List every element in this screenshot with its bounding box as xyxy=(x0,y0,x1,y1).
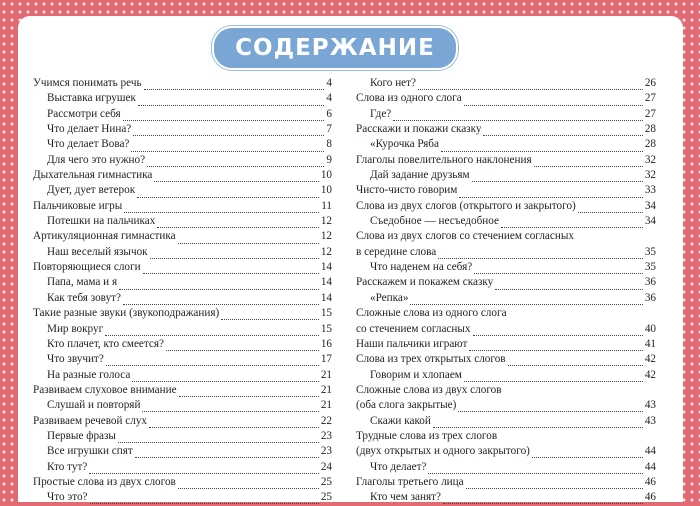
toc-entry-title: Слушай и повторяй xyxy=(47,399,141,412)
toc-leader-dots xyxy=(138,95,325,106)
toc-entry-title: На разные голоса xyxy=(47,368,131,381)
toc-entry-title: Чисто-чисто говорим xyxy=(356,184,458,197)
toc-leader-dots xyxy=(137,187,319,198)
toc-entry-title: Кто чем занят? xyxy=(370,491,442,504)
toc-entry-title: Папа, мама и я xyxy=(47,276,118,289)
toc-entry xyxy=(33,475,332,490)
toc-entry xyxy=(33,76,332,91)
toc-leader-dots xyxy=(458,401,643,412)
toc-entry-title: Что наденем на себя? xyxy=(370,261,473,274)
toc-leader-dots xyxy=(499,433,654,443)
toc-entry xyxy=(356,398,656,413)
toc-entry-title: Сложные слова из одного слога xyxy=(356,307,507,320)
toc-entry-title: Как тебя зовут? xyxy=(47,291,122,304)
toc-entry-title: Слова из одного слога xyxy=(356,92,462,105)
toc-entry xyxy=(33,429,332,444)
toc-leader-dots xyxy=(532,447,643,458)
toc-entry-title: Расскажи и покажи сказку xyxy=(356,123,482,136)
toc-entry-title: Глаголы третьего лица xyxy=(356,475,464,488)
toc-page-number: 23 xyxy=(320,445,332,458)
toc-leader-dots xyxy=(576,233,654,243)
toc-page-number: 27 xyxy=(644,92,656,105)
toc-page-number: 26 xyxy=(644,77,656,89)
toc-entry-title: со стечением согласных xyxy=(356,322,471,335)
toc-entry-title: Расскажем и покажем сказку xyxy=(356,276,494,289)
toc-page-number: 14 xyxy=(320,291,332,304)
toc-entry xyxy=(356,444,656,459)
toc-leader-dots xyxy=(89,463,318,474)
toc-entry xyxy=(356,214,656,229)
toc-leader-dots xyxy=(118,432,319,443)
toc-leader-dots xyxy=(534,156,643,167)
toc-entry xyxy=(356,245,656,260)
toc-page-number: 21 xyxy=(320,368,332,381)
toc-page-number: 25 xyxy=(320,491,332,504)
toc-entry xyxy=(356,490,656,505)
toc-page-number: 32 xyxy=(644,153,656,166)
toc-entry xyxy=(33,122,332,137)
toc-entry xyxy=(33,183,332,198)
toc-page-number: 42 xyxy=(644,353,656,366)
toc-page-number: 46 xyxy=(644,491,656,504)
toc-leader-dots xyxy=(472,171,643,182)
toc-entry-title: Кто тут? xyxy=(47,460,88,473)
toc-page-number: 27 xyxy=(644,107,656,120)
toc-entry xyxy=(356,414,656,429)
toc-entry-title: «Репка» xyxy=(370,291,409,304)
toc-entry xyxy=(33,275,332,290)
toc-leader-dots xyxy=(221,309,319,320)
toc-entry-title: Трудные слова из трех слогов xyxy=(356,429,498,442)
toc-entry-title: Для чего это нужно? xyxy=(47,153,146,166)
toc-page-number: 8 xyxy=(326,138,332,151)
toc-entry xyxy=(33,107,332,122)
toc-entry xyxy=(356,429,656,444)
toc-page-number: 41 xyxy=(644,337,656,350)
toc-entry-title: Дыхательная гимнастика xyxy=(33,169,153,182)
toc-entry-title: Глаголы повелительного наклонения xyxy=(356,153,532,166)
toc-entry-title: Скажи какой xyxy=(370,414,431,427)
toc-leader-dots xyxy=(154,171,318,182)
toc-entry xyxy=(356,306,656,321)
toc-entry xyxy=(356,337,656,352)
toc-entry-title: Слова из двух слогов со стечением согласных xyxy=(356,230,574,243)
toc-page-number: 4 xyxy=(326,92,332,105)
toc-entry-title: Простые слова из двух слогов xyxy=(33,475,176,488)
toc-leader-dots xyxy=(119,279,319,290)
toc-entry xyxy=(356,368,656,383)
toc-entry-title: Где? xyxy=(370,107,392,120)
toc-leader-dots xyxy=(135,447,319,458)
toc-entry xyxy=(356,153,656,168)
toc-entry xyxy=(356,475,656,490)
toc-page-number: 10 xyxy=(320,184,332,197)
toc-leader-dots xyxy=(464,371,643,382)
toc-entry xyxy=(356,275,656,290)
toc-leader-dots xyxy=(178,233,319,244)
toc-entry xyxy=(33,137,332,152)
toc-entry xyxy=(356,460,656,475)
toc-entry-title: Что делает Вова? xyxy=(47,138,130,151)
toc-leader-dots xyxy=(393,110,643,121)
toc-leader-dots xyxy=(438,248,643,259)
toc-entry-title: Дай задание друзьям xyxy=(370,169,470,182)
toc-entry xyxy=(33,322,332,337)
toc-right-column xyxy=(356,76,656,506)
toc-page-number: 21 xyxy=(320,383,332,396)
toc-entry xyxy=(33,260,332,275)
toc-entry xyxy=(33,168,332,183)
toc-leader-dots xyxy=(459,187,642,198)
toc-entry xyxy=(356,91,656,106)
toc-entry xyxy=(356,168,656,183)
toc-entry-title: Слова из трех открытых слогов xyxy=(356,353,506,366)
toc-leader-dots xyxy=(469,340,642,351)
toc-page-number: 32 xyxy=(644,169,656,182)
toc-page-number: 28 xyxy=(644,123,656,136)
toc-entry-title: Наш веселый язычок xyxy=(47,245,148,258)
toc-page-number: 21 xyxy=(320,399,332,412)
toc-page-number: 16 xyxy=(320,337,332,350)
toc-entry-title: Развиваем речевой слух xyxy=(33,414,148,427)
toc-entry-title: Что это? xyxy=(47,491,88,504)
toc-entry xyxy=(33,368,332,383)
toc-entry xyxy=(33,229,332,244)
toc-page-number: 14 xyxy=(320,276,332,289)
toc-leader-dots xyxy=(166,340,319,351)
toc-leader-dots xyxy=(474,263,643,274)
toc-leader-dots xyxy=(106,355,319,366)
toc-leader-dots xyxy=(105,325,319,336)
toc-entry-title: Что делает? xyxy=(370,460,427,473)
toc-leader-dots xyxy=(578,202,643,213)
toc-leader-dots xyxy=(149,417,319,428)
toc-entry xyxy=(356,122,656,137)
toc-entry-title: Наши пальчики играют xyxy=(356,337,468,350)
toc-page-number: 12 xyxy=(320,245,332,258)
toc-leader-dots xyxy=(132,371,318,382)
toc-entry xyxy=(356,107,656,122)
toc-leader-dots xyxy=(428,463,642,474)
toc-entry-title: в середине слова xyxy=(356,245,437,258)
toc-page-number: 33 xyxy=(644,184,656,197)
toc-leader-dots xyxy=(433,417,643,428)
toc-entry-title: Сложные слова из двух слогов xyxy=(356,383,502,396)
toc-leader-dots xyxy=(501,217,643,228)
toc-entry-title: Артикуляционная гимнастика xyxy=(33,230,176,243)
toc-leader-dots xyxy=(133,125,324,136)
toc-leader-dots xyxy=(124,202,319,213)
toc-page-number: 42 xyxy=(644,368,656,381)
contents-title: СОДЕРЖАНИЕ xyxy=(212,26,458,70)
toc-entry-title: Пальчиковые игры xyxy=(33,199,123,212)
toc-entry xyxy=(33,444,332,459)
toc-entry-title: Выставка игрушек xyxy=(47,92,136,105)
toc-page-number: 36 xyxy=(644,291,656,304)
toc-page-number: 34 xyxy=(644,215,656,228)
toc-entry-title: Мир вокруг xyxy=(47,322,104,335)
toc-entry xyxy=(33,291,332,306)
toc-entry-title: Повторяющиеся слоги xyxy=(33,261,141,274)
toc-leader-dots xyxy=(509,310,654,320)
toc-leader-dots xyxy=(179,386,319,397)
toc-leader-dots xyxy=(410,294,642,305)
toc-leader-dots xyxy=(441,141,643,152)
toc-leader-dots xyxy=(144,79,325,90)
toc-page-number: 15 xyxy=(320,307,332,320)
toc-entry xyxy=(33,306,332,321)
toc-leader-dots xyxy=(443,493,643,504)
toc-entry xyxy=(33,199,332,214)
toc-entry xyxy=(33,383,332,398)
toc-entry xyxy=(356,137,656,152)
toc-entry xyxy=(356,291,656,306)
toc-page-number: 35 xyxy=(644,261,656,274)
toc-page-number: 34 xyxy=(644,199,656,212)
toc-entry-title: Что звучит? xyxy=(47,353,104,366)
toc-leader-dots xyxy=(483,125,642,136)
toc-entry-title: (оба слога закрытые) xyxy=(356,399,457,412)
toc-page-number: 43 xyxy=(644,399,656,412)
toc-entry-title: Первые фразы xyxy=(47,429,116,442)
toc-leader-dots xyxy=(178,478,319,489)
toc-page-number: 7 xyxy=(326,123,332,136)
toc-page-number: 40 xyxy=(644,322,656,335)
toc-page-number: 24 xyxy=(320,460,332,473)
toc-entry xyxy=(356,76,656,91)
toc-entry xyxy=(33,337,332,352)
toc-entry xyxy=(356,322,656,337)
toc-entry xyxy=(33,91,332,106)
toc-entry xyxy=(33,398,332,413)
toc-leader-dots xyxy=(123,294,319,305)
toc-leader-dots xyxy=(464,95,643,106)
toc-page-number: 6 xyxy=(326,107,332,120)
toc-entry-title: (двух открытых и одного закрытого) xyxy=(356,445,530,458)
toc-page-number: 25 xyxy=(320,475,332,488)
toc-entry xyxy=(33,414,332,429)
toc-entry-title: Потешки на пальчиках xyxy=(47,215,156,228)
toc-page-number: 35 xyxy=(644,245,656,258)
toc-entry xyxy=(356,352,656,367)
toc-page-number: 10 xyxy=(320,169,332,182)
toc-leader-dots xyxy=(123,110,325,121)
toc-entry xyxy=(356,183,656,198)
toc-leader-dots xyxy=(142,401,318,412)
toc-entry-title: Что делает Нина? xyxy=(47,123,132,136)
toc-entry-title: Съедобное — несъедобное xyxy=(370,215,499,228)
toc-entry-title: Говорим и хлопаем xyxy=(370,368,462,381)
toc-leader-dots xyxy=(508,355,643,366)
toc-page-number: 46 xyxy=(644,475,656,488)
toc-leader-dots xyxy=(147,156,324,167)
toc-entry xyxy=(356,260,656,275)
toc-page-number: 22 xyxy=(320,414,332,427)
toc-entry-title: Кого нет? xyxy=(370,77,417,89)
toc-page-number: 28 xyxy=(644,138,656,151)
toc-entry xyxy=(33,490,332,505)
toc-entry xyxy=(33,245,332,260)
toc-entry xyxy=(356,199,656,214)
toc-entry-title: Такие разные звуки (звукоподражания) xyxy=(33,307,220,320)
toc-entry-title: Слова из двух слогов (открытого и закрытого) xyxy=(356,199,576,212)
toc-leader-dots xyxy=(157,217,319,228)
toc-entry-title: Все игрушки спят xyxy=(47,445,133,458)
toc-page-number: 12 xyxy=(320,215,332,228)
toc-left-column xyxy=(33,76,332,506)
toc-entry-title: Учимся понимать речь xyxy=(33,77,142,89)
toc-entry-title: Рассмотри себя xyxy=(47,107,121,120)
toc-page-number: 17 xyxy=(320,353,332,366)
toc-entry xyxy=(33,460,332,475)
toc-entry xyxy=(356,383,656,398)
toc-page-number: 44 xyxy=(644,460,656,473)
toc-page-number: 11 xyxy=(321,199,332,212)
toc-page-number: 12 xyxy=(320,230,332,243)
toc-entry xyxy=(33,153,332,168)
toc-leader-dots xyxy=(143,263,319,274)
toc-entry-title: Дует, дует ветерок xyxy=(47,184,136,197)
toc-leader-dots xyxy=(90,493,319,504)
toc-entry-title: Развиваем слуховое внимание xyxy=(33,383,177,396)
toc-leader-dots xyxy=(473,325,643,336)
toc-entry xyxy=(33,214,332,229)
toc-page-number: 36 xyxy=(644,276,656,289)
toc-page-number: 15 xyxy=(320,322,332,335)
toc-page-number: 43 xyxy=(644,414,656,427)
toc-leader-dots xyxy=(495,279,643,290)
toc-leader-dots xyxy=(131,141,324,152)
toc-page-number: 14 xyxy=(320,261,332,274)
toc-entry-title: «Курочка Ряба xyxy=(370,138,439,151)
toc-page-number: 23 xyxy=(320,429,332,442)
toc-entry xyxy=(356,229,656,244)
toc-page-number: 44 xyxy=(644,445,656,458)
toc-leader-dots xyxy=(504,387,654,397)
toc-entry-title: Кто плачет, кто смеется? xyxy=(47,337,164,350)
toc-entry xyxy=(33,352,332,367)
toc-leader-dots xyxy=(418,79,643,90)
toc-page-number: 9 xyxy=(326,153,332,166)
toc-page-number: 4 xyxy=(326,77,332,89)
toc-leader-dots xyxy=(466,478,643,489)
toc-leader-dots xyxy=(150,248,319,259)
